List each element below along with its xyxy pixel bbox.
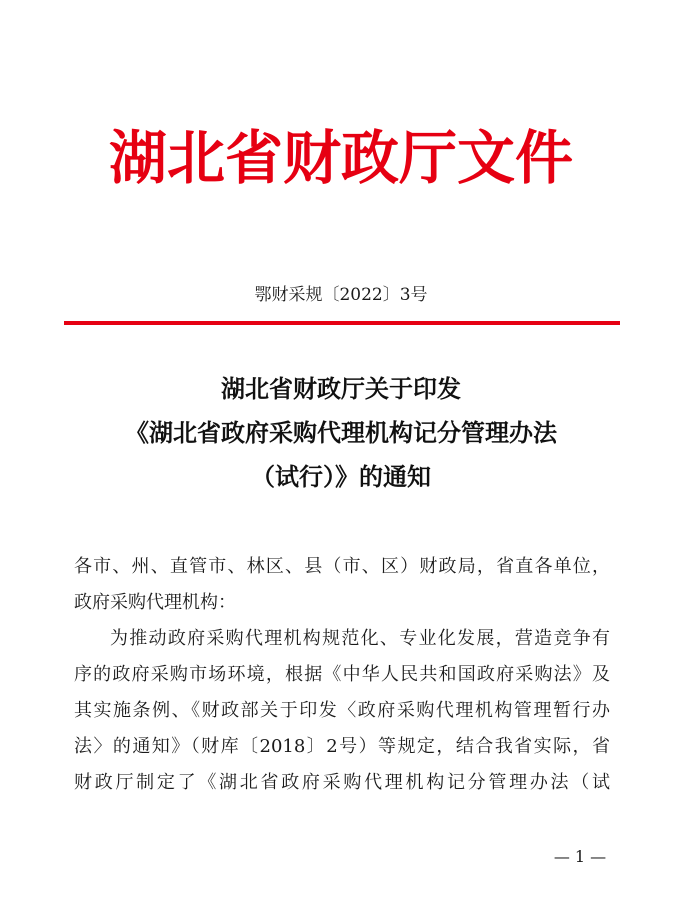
- body-paragraph-line: 法〉的通知》（财库〔2018〕2号）等规定，结合我省实际，省: [74, 736, 610, 757]
- body-paragraph-line: 序的政府采购市场环境，根据《中华人民共和国政府采购法》及: [74, 664, 610, 685]
- notice-title-line: 《湖北省政府采购代理机构记分管理办法: [125, 418, 557, 447]
- addressee-line: 政府采购代理机构：: [74, 592, 236, 613]
- notice-title-line: （试行）》的通知: [251, 462, 431, 491]
- page-number: — 1 —: [553, 847, 607, 866]
- document-header-title: 湖北省财政厅文件: [108, 124, 573, 192]
- notice-title: [0, 367, 682, 499]
- notice-title-line: 湖北省财政厅关于印发: [221, 374, 461, 403]
- body-paragraph-line: 财政厅制定了《湖北省政府采购代理机构记分管理办法（试: [74, 772, 610, 793]
- addressee-line: 各市、州、直管市、林区、县（市、区）财政局，省直各单位，: [74, 556, 610, 577]
- body-paragraph-line: 其实施条例、《财政部关于印发〈政府采购代理机构管理暂行办: [74, 700, 610, 721]
- notice-body: [74, 549, 610, 801]
- document-number: 鄂财采规〔2022〕3号: [254, 285, 428, 305]
- body-paragraph-line: 为推动政府采购代理机构规范化、专业化发展，营造竞争有: [110, 628, 610, 649]
- red-separator-rule: [64, 321, 620, 325]
